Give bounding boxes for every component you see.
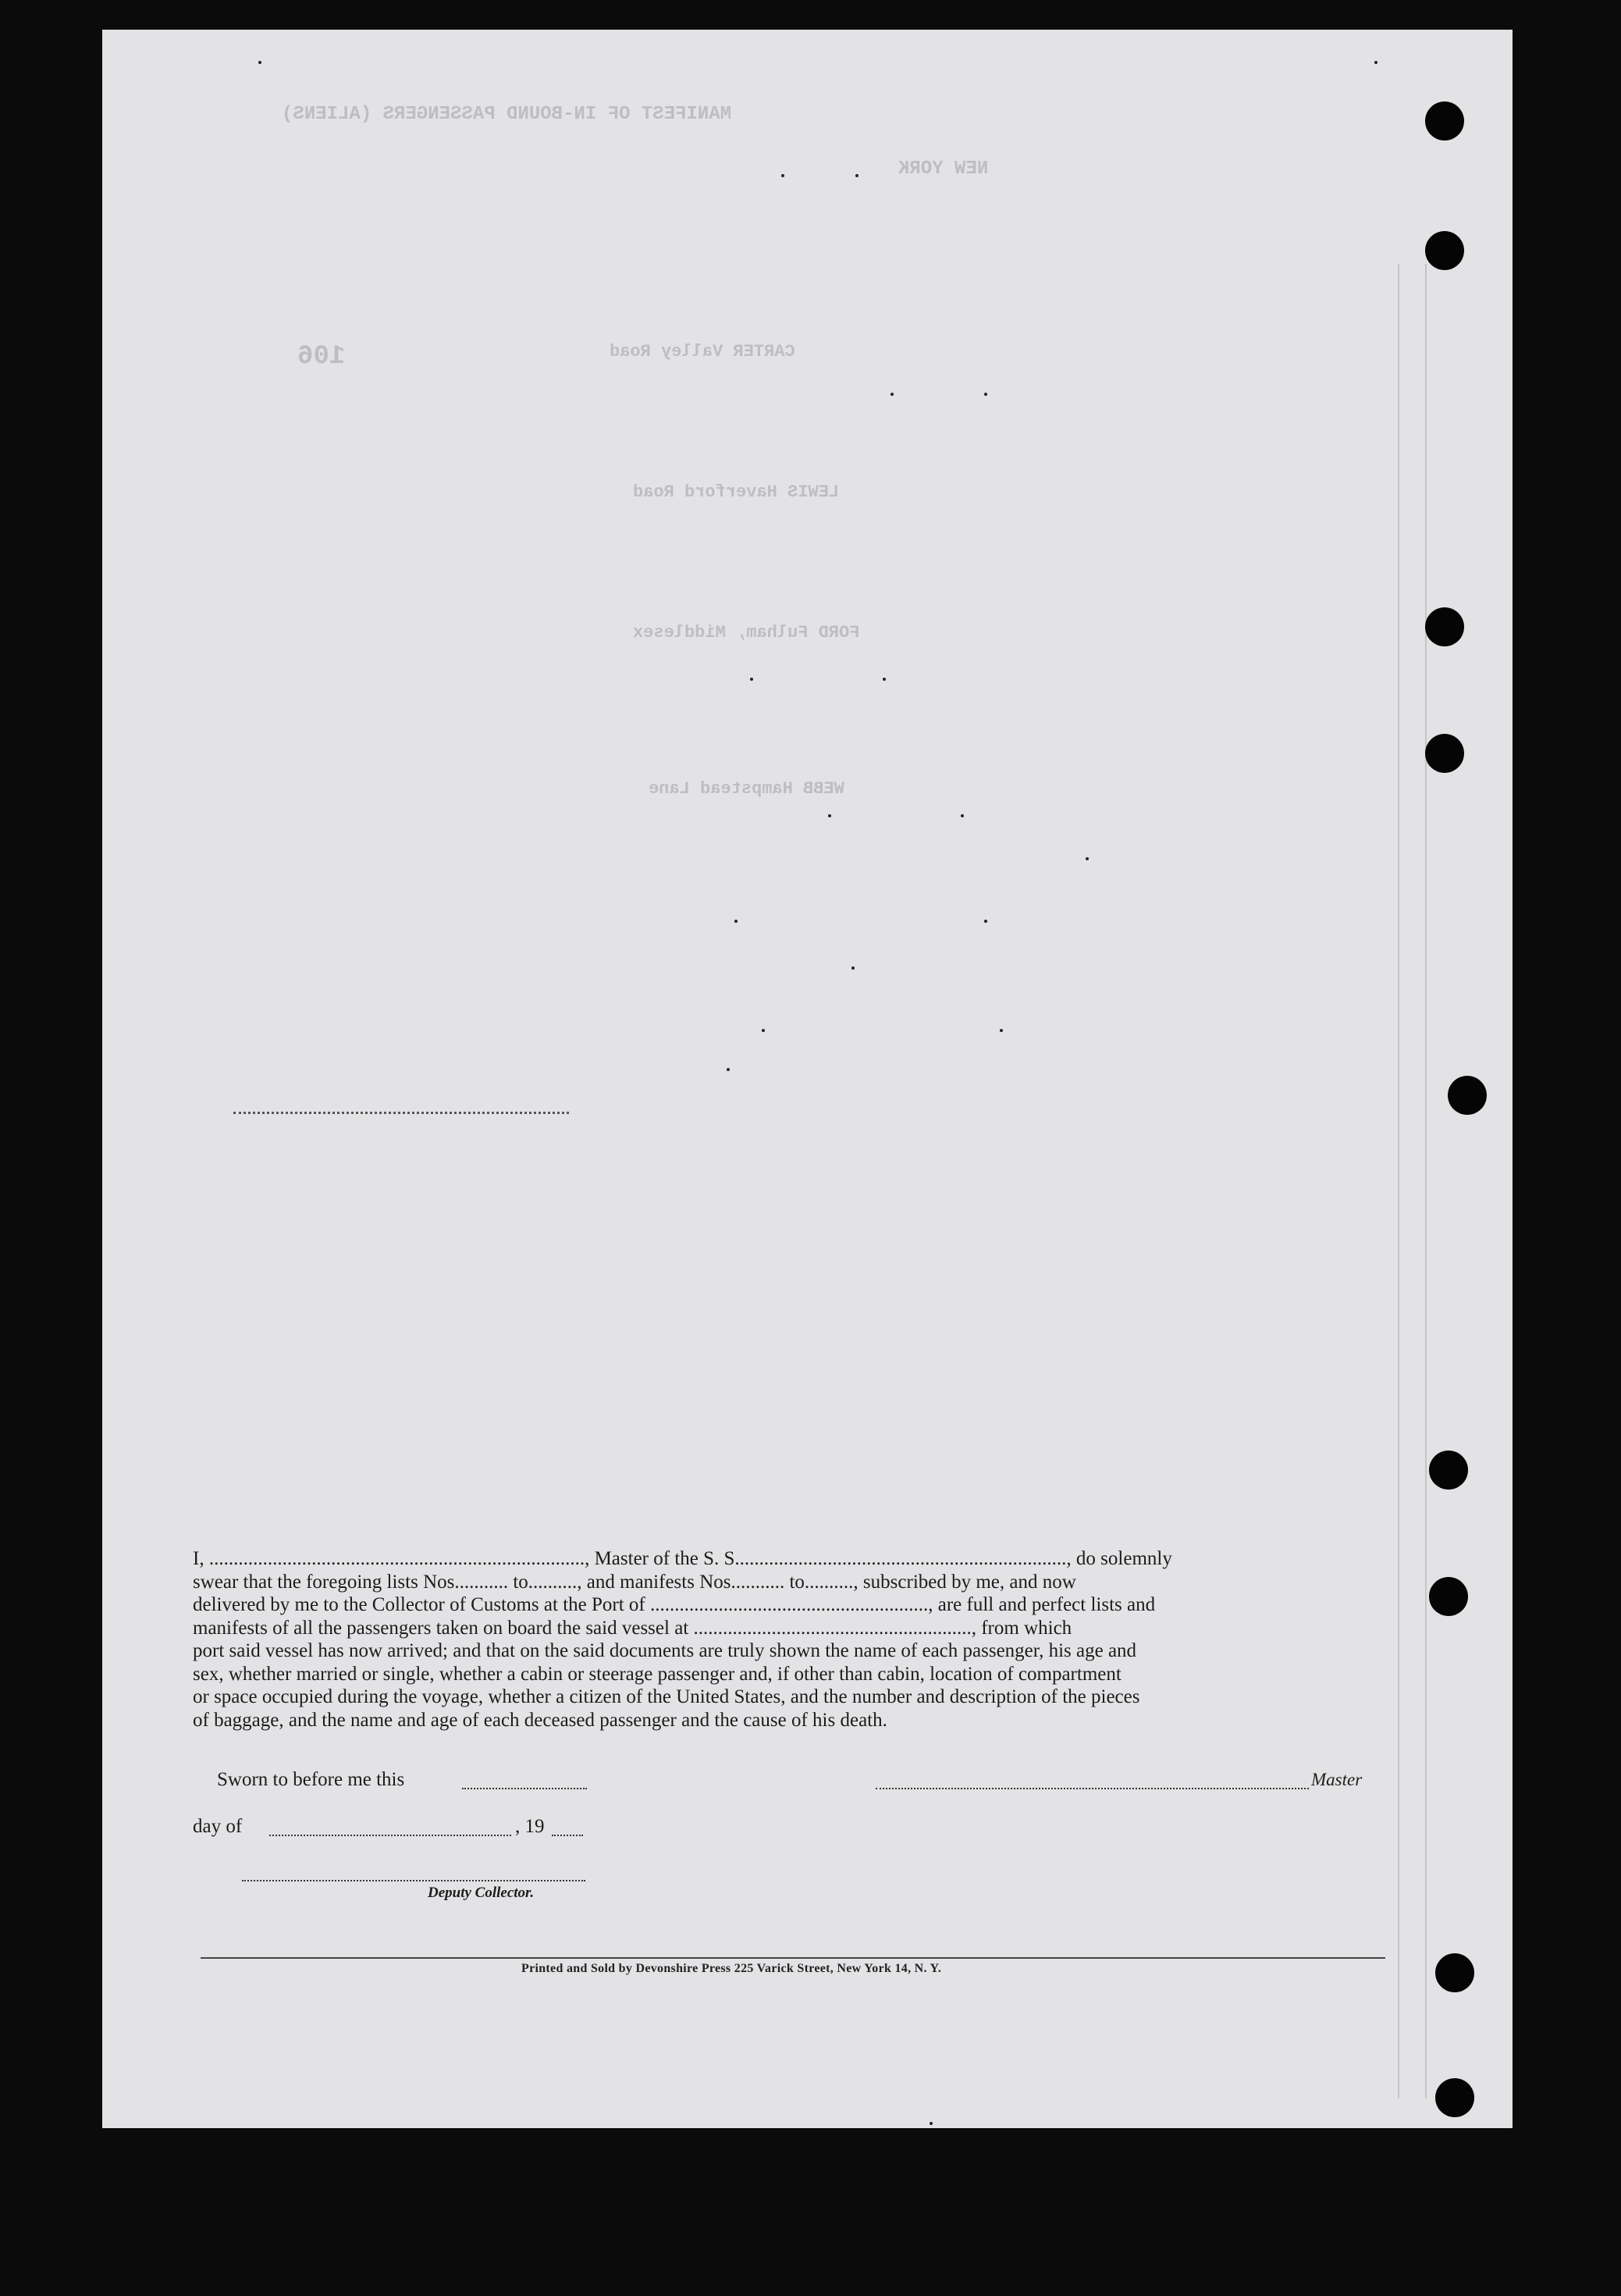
ink-speck — [1086, 857, 1089, 860]
ink-speck — [855, 174, 858, 177]
ink-speck — [734, 920, 738, 923]
year-label: , 19 — [515, 1816, 545, 1837]
ink-speck — [883, 678, 886, 681]
oath-line: I, ............................................................................., Master of the S. S...................................................................., do solemnly — [193, 1548, 1172, 1569]
ink-speck — [961, 814, 964, 817]
sworn-date-field — [462, 1771, 587, 1789]
binder-hole — [1425, 607, 1464, 646]
bleed-through-text: 106 — [297, 342, 346, 372]
ink-speck — [781, 174, 784, 177]
ink-speck — [762, 1029, 765, 1032]
ink-speck — [890, 393, 894, 396]
binder-hole — [1425, 734, 1464, 773]
ink-speck — [984, 393, 987, 396]
ink-speck — [828, 814, 831, 817]
bleed-through-text: CARTER Valley Road — [610, 342, 795, 361]
year-field — [552, 1817, 583, 1836]
oath-line: port said vessel has now arrived; and that on the said documents are truly shown the name of each passenger, his age and — [193, 1640, 1137, 1661]
oath-line: of baggage, and the name and age of each deceased passenger and the cause of his death. — [193, 1709, 887, 1731]
printer-imprint: Printed and Sold by Devonshire Press 225 Varick Street, New York 14, N. Y. — [521, 1962, 942, 1975]
oath-line: swear that the foregoing lists Nos........... to.........., and manifests Nos........... to.........., subscribed by me, and now — [193, 1571, 1076, 1593]
bleed-through-text: LEWIS Haverford Road — [633, 482, 840, 502]
deputy-signature-field — [242, 1864, 585, 1881]
ink-speck — [727, 1068, 730, 1071]
binder-hole — [1448, 1076, 1487, 1115]
ink-speck — [984, 920, 987, 923]
binder-hole — [1429, 1451, 1468, 1490]
dotted-separator — [233, 1112, 569, 1114]
oath-line: manifests of all the passengers taken on board the said vessel at ........................................................., from which — [193, 1617, 1072, 1639]
oath-line: sex, whether married or single, whether a cabin or steerage passenger and, if other than cabin, location of compartment — [193, 1663, 1122, 1685]
binder-hole — [1425, 101, 1464, 141]
binder-hole — [1425, 231, 1464, 270]
bleed-through-heading: NEW YORK — [898, 158, 989, 180]
ink-speck — [750, 678, 753, 681]
master-oath-paragraph — [193, 1547, 1383, 1732]
ink-speck — [851, 966, 855, 970]
master-label: Master — [1311, 1770, 1363, 1789]
bleed-through-rule — [1398, 264, 1399, 2098]
ink-speck — [930, 2122, 933, 2125]
ink-speck — [1374, 61, 1377, 64]
manifest-page — [102, 30, 1513, 2128]
bleed-through-text: FORD Fulham, Middlesex — [633, 623, 860, 643]
deputy-collector-label: Deputy Collector. — [428, 1885, 535, 1901]
footer-rule — [201, 1957, 1385, 1959]
bleed-through-text: WEBB Hampstead Lane — [649, 779, 844, 799]
oath-line: delivered by me to the Collector of Customs at the Port of ........................................................., are full and perfect lists and — [193, 1594, 1156, 1615]
sworn-label: Sworn to before me this — [217, 1769, 405, 1790]
binder-hole — [1435, 2078, 1474, 2117]
bleed-through-rule — [1425, 264, 1427, 2098]
binder-hole — [1429, 1577, 1468, 1616]
ink-speck — [258, 61, 261, 64]
ink-speck — [1000, 1029, 1003, 1032]
day-field — [269, 1817, 511, 1836]
binder-hole — [1435, 1953, 1474, 1992]
oath-line: or space occupied during the voyage, whether a citizen of the United States, and the number and description of the pieces — [193, 1686, 1140, 1707]
master-signature-field — [876, 1771, 1309, 1789]
bleed-through-heading: MANIFEST OF IN-BOUND PASSENGERS (ALIENS) — [282, 104, 732, 125]
day-label: day of — [193, 1816, 243, 1837]
